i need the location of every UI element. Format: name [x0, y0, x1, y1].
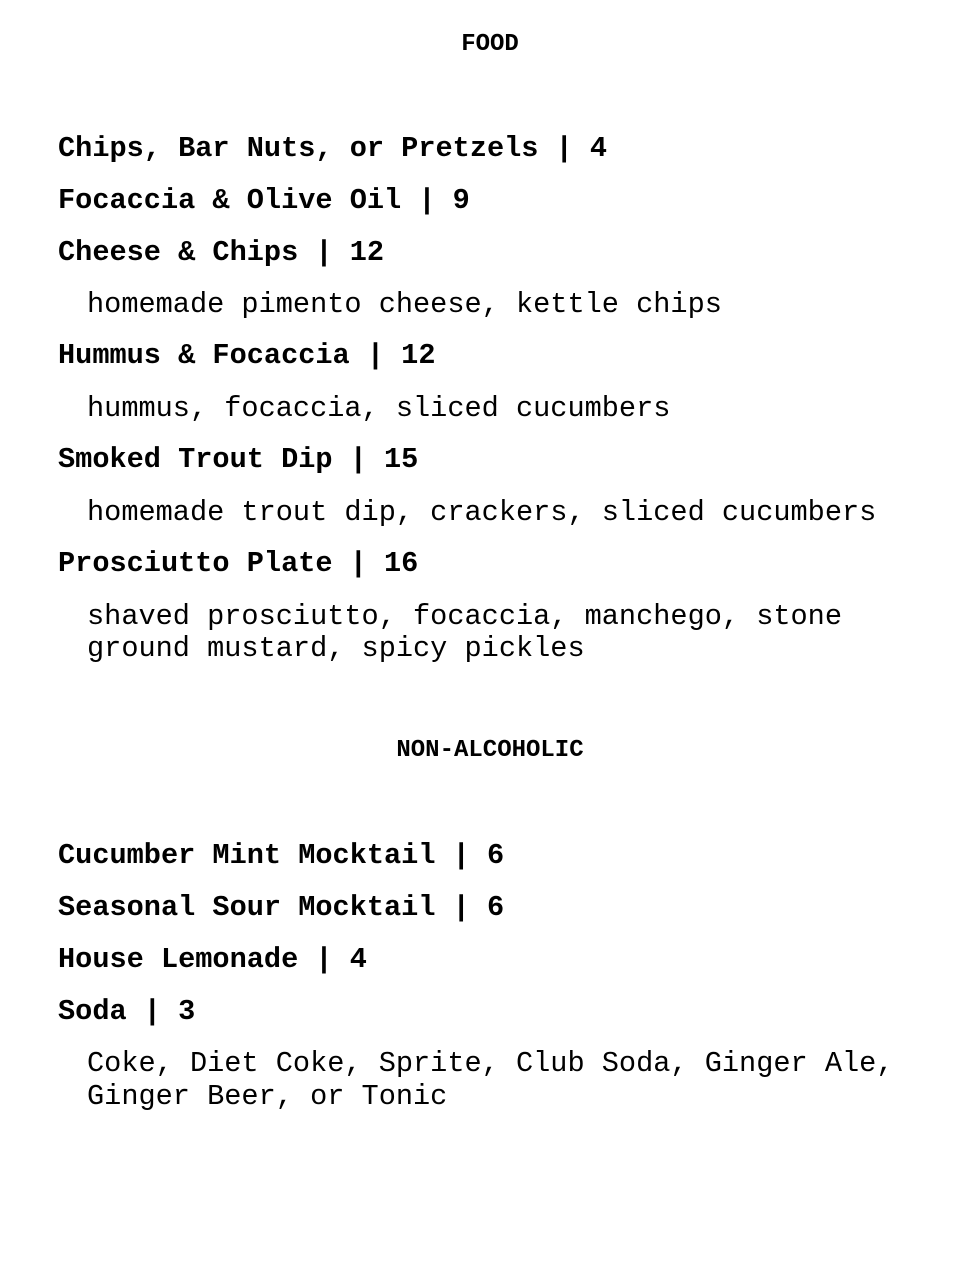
menu-item-name: Smoked Trout Dip | 15: [58, 443, 419, 476]
menu-item-name: Hummus & Focaccia | 12: [58, 339, 436, 372]
menu-item-name: Seasonal Sour Mocktail | 6: [58, 891, 505, 924]
menu-item-name: Cheese & Chips | 12: [58, 236, 385, 269]
menu-item-description-line: Coke, Diet Coke, Sprite, Club Soda, Ginger Ale,: [87, 1047, 894, 1080]
food-section-title: FOOD: [461, 31, 519, 58]
menu-item-description-line: shaved prosciutto, focaccia, manchego, stone: [87, 600, 842, 633]
menu-item-name: Chips, Bar Nuts, or Pretzels | 4: [58, 132, 608, 165]
non-alcoholic-section-title: NON-ALCOHOLIC: [396, 737, 584, 764]
menu-item-description: homemade trout dip, crackers, sliced cucumbers: [87, 496, 877, 529]
menu-item-description: hummus, focaccia, sliced cucumbers: [87, 392, 671, 425]
menu-item-description: homemade pimento cheese, kettle chips: [87, 288, 722, 321]
menu-item-name: Focaccia & Olive Oil | 9: [58, 184, 470, 217]
menu-item-description-line: ground mustard, spicy pickles: [87, 632, 585, 665]
menu-item-name: Prosciutto Plate | 16: [58, 547, 419, 580]
menu-item-description-line: Ginger Beer, or Tonic: [87, 1080, 448, 1113]
menu-item-name: Cucumber Mint Mocktail | 6: [58, 839, 505, 872]
menu-item-name: House Lemonade | 4: [58, 943, 367, 976]
menu-item-name: Soda | 3: [58, 995, 196, 1028]
